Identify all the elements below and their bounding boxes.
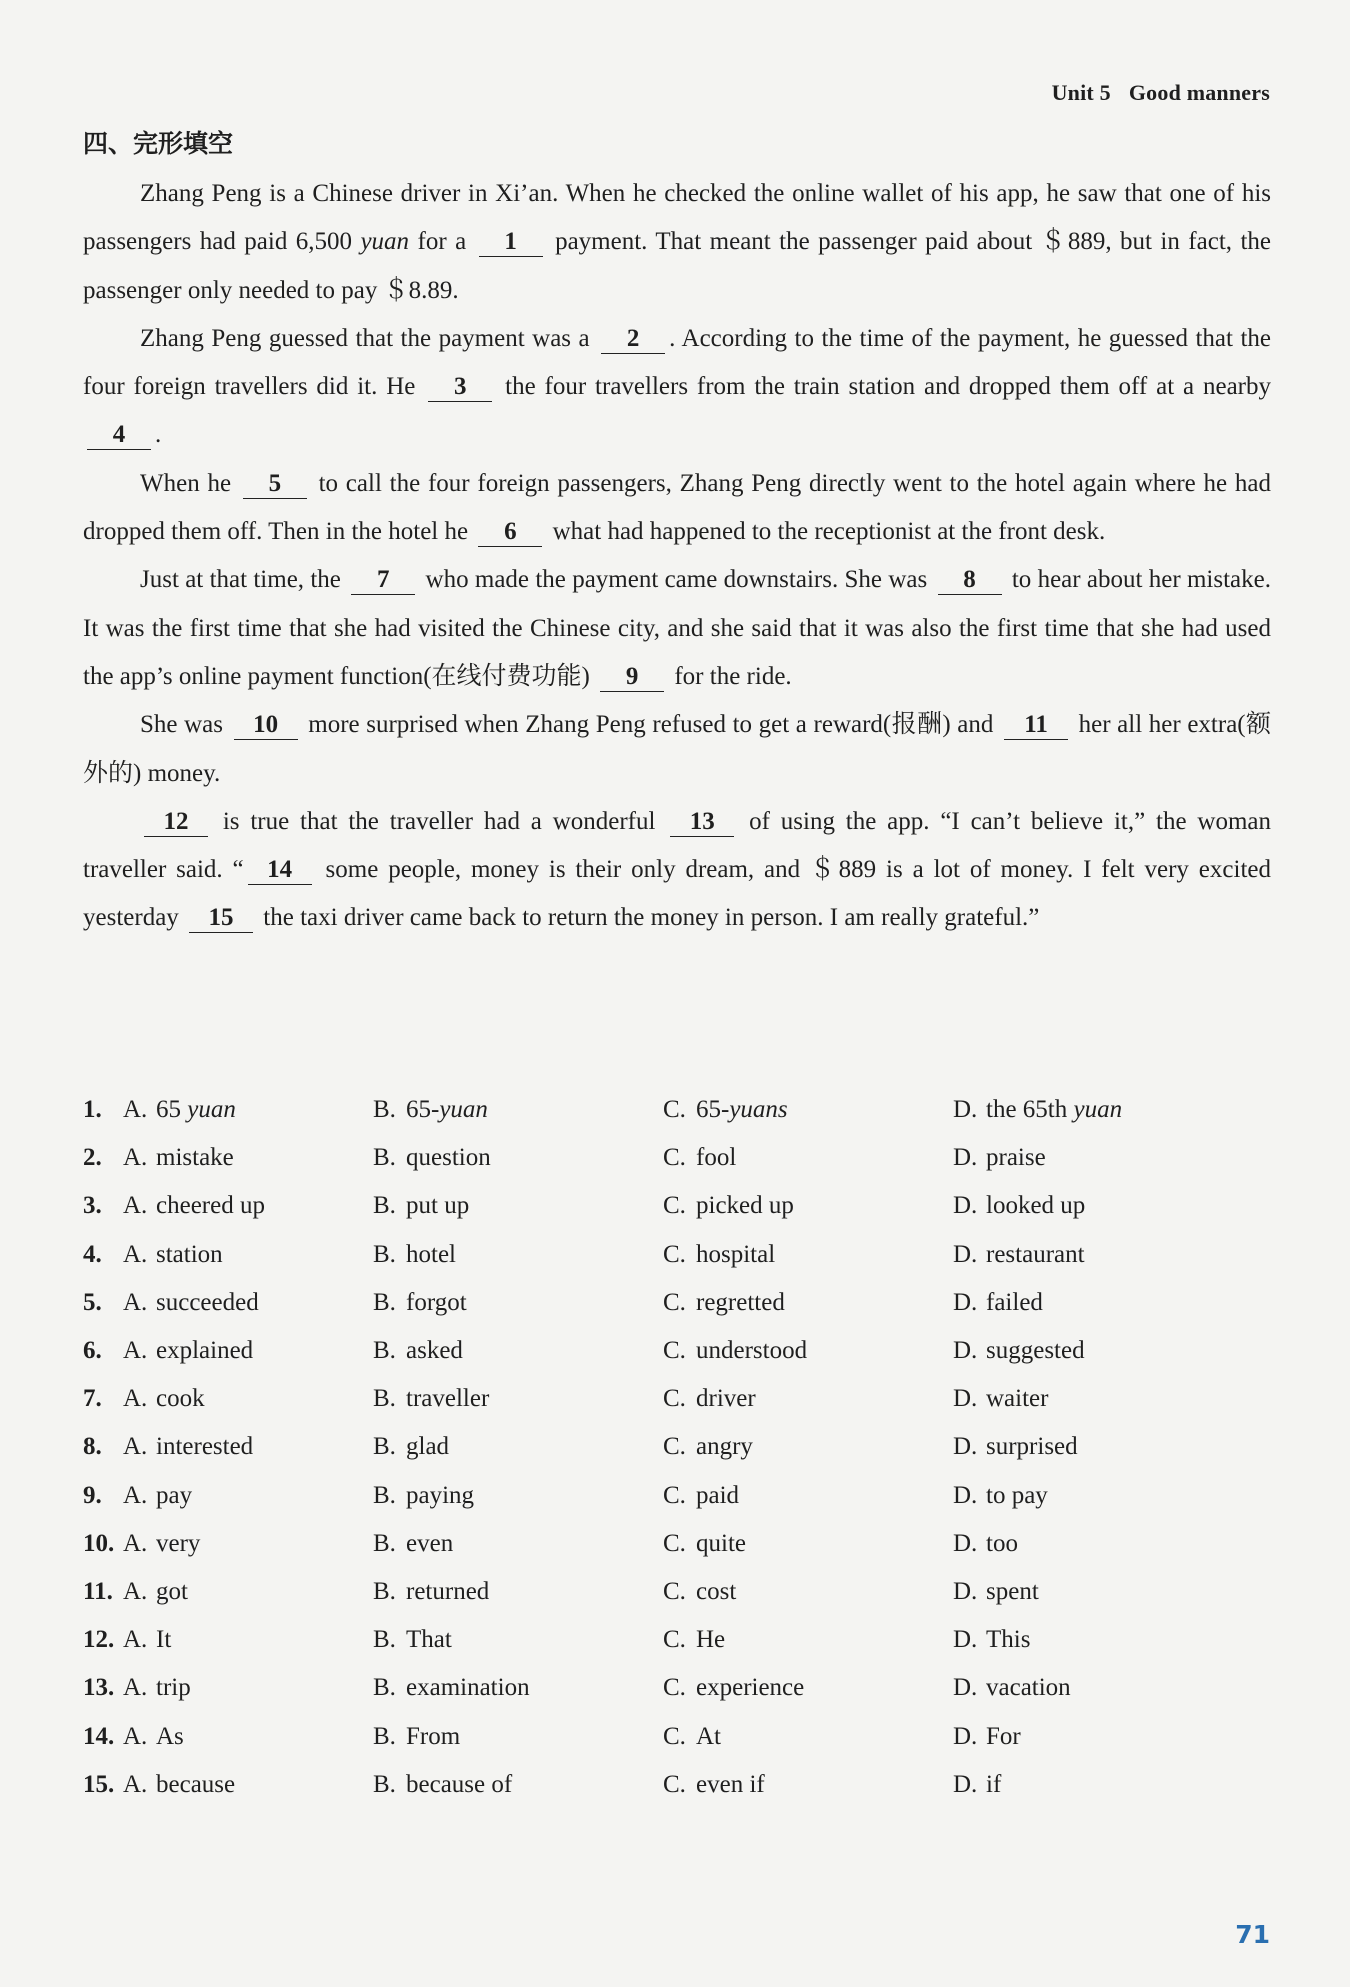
question-number: 6. [83,1337,102,1365]
option-a[interactable] [123,1241,373,1269]
question-number: 9. [83,1481,102,1509]
option-b[interactable] [373,1433,663,1461]
option-text: interested [156,1433,254,1461]
option-text: quite [696,1529,746,1557]
option-letter: D. [953,1337,978,1365]
blank-10[interactable]: 10 [234,711,298,740]
option-text: too [986,1529,1018,1557]
option-text: mistake [156,1144,234,1172]
question-number: 12. [83,1626,115,1654]
option-text: understood [696,1337,808,1365]
option-text: cost [696,1577,737,1605]
page-number: 71 [1235,1920,1270,1949]
blank-5[interactable]: 5 [243,470,307,499]
blank-4[interactable]: 4 [87,421,151,450]
option-letter: C. [663,1337,686,1365]
option-d[interactable] [953,1578,1233,1606]
option-letter: B. [373,1674,396,1702]
option-text: picked up [696,1192,794,1220]
option-text: examination [406,1674,530,1702]
option-a[interactable] [123,1192,373,1220]
paragraph-4 [83,556,1271,701]
option-letter: D. [953,1240,978,1268]
text: to hear about her mistake. It was the first time that she had visited the Chinese city, and she said that it was also the first time that she had used the app’s online payment function(在线付费功能) [83,566,1271,690]
option-c[interactable] [663,1626,953,1654]
option-b[interactable] [373,1144,663,1172]
option-letter: A. [123,1481,148,1509]
option-a[interactable] [123,1096,373,1124]
option-d[interactable] [953,1723,1233,1751]
option-text: restaurant [986,1240,1085,1268]
text: . According to the time of the payment, he guessed that the four foreign travellers did it. He [83,324,1271,401]
option-b[interactable] [373,1192,663,1220]
option-a[interactable] [123,1578,373,1606]
option-text: returned [406,1577,490,1605]
option-letter: D. [953,1626,978,1654]
text: for a [409,228,475,256]
question-number: 13. [83,1674,115,1702]
option-d[interactable] [953,1626,1233,1654]
option-text: even if [696,1770,765,1798]
option-a[interactable] [123,1482,373,1510]
option-letter: C. [663,1481,686,1509]
text: is true that the traveller had a wonderful [212,807,667,835]
blank-1[interactable]: 1 [479,228,543,257]
question-row [83,1712,1271,1760]
option-d[interactable] [953,1337,1233,1365]
option-letter: A. [123,1770,148,1798]
option-c[interactable] [663,1433,953,1461]
option-d[interactable] [953,1674,1233,1702]
option-text: got [156,1577,188,1605]
option-letter: C. [663,1674,686,1702]
option-text: pay [156,1481,193,1509]
option-text: paid [696,1481,740,1509]
question-number: 14. [83,1722,115,1750]
text: who made the payment came downstairs. She was [419,566,934,594]
option-letter: A. [123,1674,148,1702]
text: more surprised when Zhang Peng refused to get a reward(报酬) and [301,711,1001,739]
blank-8[interactable]: 8 [938,566,1002,595]
question-row [83,1134,1271,1182]
option-letter: B. [373,1144,396,1172]
text: what had happened to the receptionist at the front desk. [546,518,1106,546]
option-b[interactable] [373,1482,663,1510]
option-a[interactable] [123,1144,373,1172]
option-text: succeeded [156,1288,259,1316]
option-text: vacation [986,1674,1071,1702]
option-text: That [406,1626,452,1654]
blank-15[interactable]: 15 [189,904,253,933]
question-row [83,1520,1271,1568]
option-b[interactable] [373,1385,663,1413]
option-letter: A. [123,1337,148,1365]
option-letter: B. [373,1288,396,1316]
option-letter: C. [663,1770,686,1798]
option-text: looked up [986,1192,1086,1220]
option-letter: D. [953,1481,978,1509]
option-a[interactable] [123,1674,373,1702]
option-c[interactable] [663,1482,953,1510]
option-text: because of [406,1770,513,1798]
option-d[interactable] [953,1433,1233,1461]
text: Zhang Peng guessed that the payment was a [140,324,598,352]
text: She was [140,711,230,739]
option-text: failed [986,1288,1043,1316]
option-text: cheered up [156,1192,265,1220]
blank-6[interactable]: 6 [478,518,542,547]
question-number: 3. [83,1192,102,1220]
option-text: asked [406,1337,463,1365]
option-letter: A. [123,1626,148,1654]
running-header [1052,80,1270,106]
section-title: 四、完形填空 [83,129,234,158]
option-c[interactable] [663,1723,953,1751]
option-letter: B. [373,1722,396,1750]
option-text: very [156,1529,201,1557]
option-letter: C. [663,1529,686,1557]
option-c[interactable] [663,1578,953,1606]
option-letter: B. [373,1337,396,1365]
question-number: 10. [83,1529,115,1557]
option-text: regretted [696,1288,785,1316]
question-number: 5. [83,1288,102,1316]
option-text: He [696,1626,726,1654]
blank-11[interactable]: 11 [1004,711,1068,740]
option-letter: D. [953,1385,978,1413]
option-letter: C. [663,1385,686,1413]
option-text: suggested [986,1337,1085,1365]
option-c[interactable] [663,1096,953,1124]
option-b[interactable] [373,1530,663,1558]
option-letter: A. [123,1433,148,1461]
option-letter: C. [663,1626,686,1654]
option-d[interactable] [953,1530,1233,1558]
option-c[interactable] [663,1530,953,1558]
option-letter: B. [373,1529,396,1557]
option-text: praise [986,1144,1046,1172]
option-letter: D. [953,1722,978,1750]
option-c[interactable] [663,1144,953,1172]
option-letter: D. [953,1192,978,1220]
question-row [83,1664,1271,1712]
option-letter: A. [123,1529,148,1557]
option-text: As [156,1722,184,1750]
option-text: angry [696,1433,753,1461]
option-letter: B. [373,1481,396,1509]
option-text: if [986,1770,1002,1798]
option-letter: D. [953,1770,978,1798]
option-letter: D. [953,1288,978,1316]
option-text: even [406,1529,454,1557]
option-letter: A. [123,1240,148,1268]
text: for the ride. [668,662,792,690]
option-b[interactable] [373,1241,663,1269]
blank-3[interactable]: 3 [428,373,492,402]
option-letter: D. [953,1529,978,1557]
unit-title: Good manners [1128,80,1270,105]
text: payment. That meant the passenger paid about ＄889, but in fact, the passenger only needed to pay ＄8.89. [83,228,1271,304]
option-letter: A. [123,1144,148,1172]
option-b[interactable] [373,1674,663,1702]
option-d[interactable] [953,1771,1233,1799]
text: of using the app. “I can’t believe it,” the woman traveller said. “ [83,807,1271,884]
option-text: driver [696,1385,756,1413]
option-b[interactable] [373,1723,663,1751]
option-letter: B. [373,1096,396,1124]
question-row [83,1182,1271,1230]
option-text: 65 yuan [156,1096,236,1124]
option-b[interactable] [373,1289,663,1317]
text: some people, money is their only dream, and ＄889 is a lot of money. I felt very excited yesterday [83,856,1271,932]
option-c[interactable] [663,1337,953,1365]
option-letter: B. [373,1192,396,1220]
option-letter: B. [373,1433,396,1461]
option-b[interactable] [373,1578,663,1606]
option-text: traveller [406,1385,490,1413]
question-number: 8. [83,1433,102,1461]
question-number: 15. [83,1770,115,1798]
option-text: explained [156,1337,254,1365]
question-row [83,1423,1271,1471]
option-letter: C. [663,1577,686,1605]
option-text: At [696,1722,721,1750]
option-text: station [156,1240,223,1268]
option-letter: D. [953,1096,978,1124]
option-letter: C. [663,1192,686,1220]
option-c[interactable] [663,1192,953,1220]
option-text: hospital [696,1240,776,1268]
question-number: 1. [83,1096,102,1124]
option-c[interactable] [663,1289,953,1317]
option-text: waiter [986,1385,1049,1413]
question-number: 11. [83,1577,113,1605]
option-text: spent [986,1577,1039,1605]
question-row [83,1231,1271,1279]
text: . [155,421,162,449]
option-d[interactable] [953,1241,1233,1269]
option-letter: A. [123,1385,148,1413]
text: the four travellers from the train station and dropped them off at a nearby [496,373,1272,401]
option-letter: C. [663,1096,686,1124]
option-text: forgot [406,1288,467,1316]
option-letter: A. [123,1577,148,1605]
option-b[interactable] [373,1337,663,1365]
option-letter: C. [663,1433,686,1461]
cloze-passage [83,170,1271,943]
option-letter: D. [953,1144,978,1172]
option-text: experience [696,1674,805,1702]
option-text: 65-yuans [696,1096,788,1124]
option-text: paying [406,1481,475,1509]
option-text: trip [156,1674,191,1702]
option-text: because [156,1770,236,1798]
option-letter: B. [373,1770,396,1798]
option-a[interactable] [123,1385,373,1413]
option-text: This [986,1626,1031,1654]
option-c[interactable] [663,1241,953,1269]
unit-label: Unit 5 [1051,80,1111,105]
option-b[interactable] [373,1626,663,1654]
option-a[interactable] [123,1433,373,1461]
blank-14[interactable]: 14 [248,856,312,885]
blank-12[interactable]: 12 [144,808,208,837]
option-letter: B. [373,1240,396,1268]
option-letter: A. [123,1192,148,1220]
question-row [83,1375,1271,1423]
paragraph-5 [83,701,1271,798]
option-letter: C. [663,1722,686,1750]
question-row [83,1616,1271,1664]
option-text: put up [406,1192,470,1220]
option-text: hotel [406,1240,456,1268]
option-letter: C. [663,1288,686,1316]
option-text: From [406,1722,461,1750]
option-text: the 65th yuan [986,1096,1123,1124]
paragraph-6 [83,798,1271,943]
text-italic: yuan [360,228,410,256]
blank-2[interactable]: 2 [601,325,665,354]
question-row [83,1568,1271,1616]
option-letter: B. [373,1385,396,1413]
option-d[interactable] [953,1289,1233,1317]
option-text: cook [156,1385,205,1413]
option-letter: B. [373,1577,396,1605]
paragraph-2 [83,315,1271,460]
question-row [83,1086,1271,1134]
question-number: 7. [83,1385,102,1413]
question-row [83,1472,1271,1520]
option-letter: A. [123,1096,148,1124]
question-row [83,1327,1271,1375]
answer-options [83,1086,1271,1809]
option-a[interactable] [123,1337,373,1365]
blank-7[interactable]: 7 [351,566,415,595]
option-c[interactable] [663,1385,953,1413]
option-letter: B. [373,1626,396,1654]
text: Zhang Peng is a Chinese driver in Xi’an. When he checked the online wallet of his app, he saw that one of his passengers had paid 6,500 [83,180,1271,256]
option-text: fool [696,1144,737,1172]
question-number: 4. [83,1240,102,1268]
option-a[interactable] [123,1530,373,1558]
text: to call the four foreign passengers, Zhang Peng directly went to the hotel again where he had dropped them off. Then in the hotel he [83,469,1271,546]
option-a[interactable] [123,1723,373,1751]
option-text: For [986,1722,1021,1750]
option-d[interactable] [953,1385,1233,1413]
option-letter: A. [123,1722,148,1750]
option-text: to pay [986,1481,1048,1509]
option-a[interactable] [123,1771,373,1799]
blank-9[interactable]: 9 [600,663,664,692]
option-text: It [156,1626,172,1654]
option-text: surprised [986,1433,1078,1461]
blank-13[interactable]: 13 [670,808,734,837]
text: the taxi driver came back to return the money in person. I am really grateful.” [257,904,1040,932]
option-a[interactable] [123,1289,373,1317]
text: Just at that time, the [140,566,348,594]
paragraph-3 [83,460,1271,557]
option-d[interactable] [953,1096,1233,1124]
text: When he [140,469,239,497]
text: her all her extra(额外的) money. [83,711,1271,787]
option-c[interactable] [663,1771,953,1799]
option-letter: D. [953,1674,978,1702]
option-text: glad [406,1433,450,1461]
option-text: question [406,1144,491,1172]
question-row [83,1761,1271,1809]
option-d[interactable] [953,1482,1233,1510]
paragraph-1 [83,170,1271,315]
option-letter: D. [953,1577,978,1605]
option-a[interactable] [123,1626,373,1654]
option-letter: C. [663,1144,686,1172]
option-letter: C. [663,1240,686,1268]
option-b[interactable] [373,1771,663,1799]
option-b[interactable] [373,1096,663,1124]
option-text: 65-yuan [406,1096,488,1124]
option-d[interactable] [953,1192,1233,1220]
option-letter: D. [953,1433,978,1461]
question-row [83,1279,1271,1327]
option-c[interactable] [663,1674,953,1702]
option-letter: A. [123,1288,148,1316]
option-d[interactable] [953,1144,1233,1172]
question-number: 2. [83,1144,102,1172]
